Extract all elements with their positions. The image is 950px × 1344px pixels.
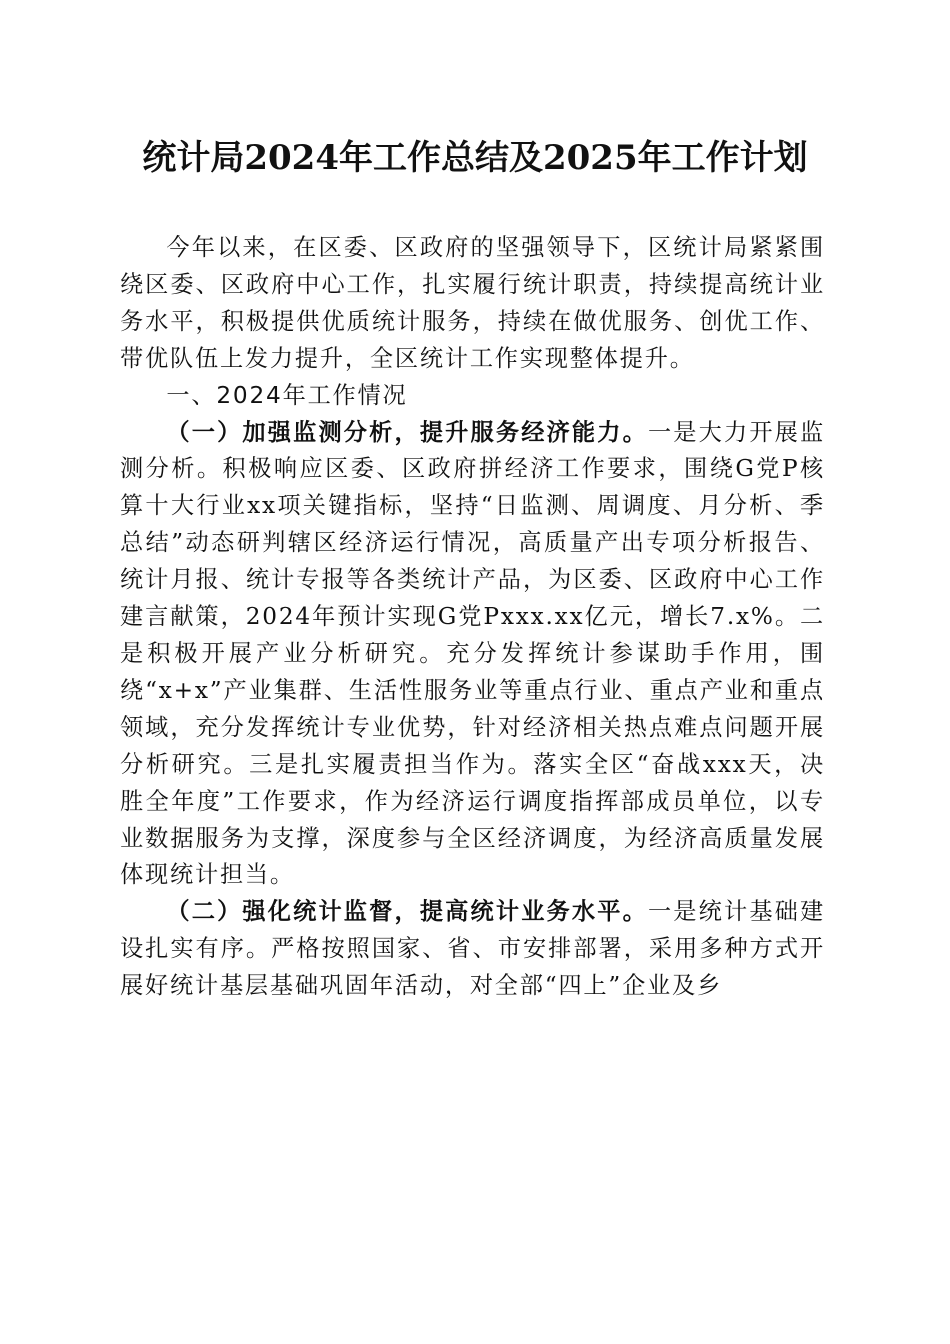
document-title: 统计局2024年工作总结及2025年工作计划 [142, 138, 808, 178]
subsection-1-paragraph [120, 415, 825, 895]
subsection-2-paragraph [120, 894, 825, 1005]
intro-paragraph: 今年以来，在区委、区政府的坚强领导下，区统计局紧紧围绕区委、区政府中心工作，扎实履行统计职责，持续提高统计业务水平，积极提供优质统计服务，持续在做优服务、创优工作、带优队伍上发力提升，全区统计工作实现整体提升。 [120, 234, 825, 372]
section-heading-2024-work: 一、2024年工作情况 [166, 381, 408, 409]
subsection-1-text: 一是大力开展监测分析。积极响应区委、区政府拼经济工作要求，围绕G党P核算十大行业xx项关键指标，坚持“日监测、周调度、月分析、季总结”动态研判辖区经济运行情况，高质量产出专项分析报告、统计月报、统计专报等各类统计产品，为区委、区政府中心工作建言献策，2024年预计实现G党Pxxx.xx亿元，增长7.x%。二是积极开展产业分析研究。充分发挥统计参谋助手作用，围绕“x+x”产业集群、生活性服务业等重点行业、重点产业和重点领域，充分发挥统计专业优势，针对经济相关热点难点问题开展分析研究。三是扎实履责担当作为。落实全区“奋战xxx天，决胜全年度”工作要求，作为经济运行调度指挥部成员单位，以专业数据服务为支撑，深度参与全区经济调度，为经济高质量发展体现统计担当。 [120, 418, 825, 889]
document-body [120, 230, 825, 1005]
subsection-1-lead: （一）加强监测分析，提升服务经济能力。 [166, 418, 648, 446]
subsection-2-text: 一是统计基础建设扎实有序。严格按照国家、省、市安排部署，采用多种方式开展好统计基层基础巩固年活动，对全部“四上”企业及乡 [120, 898, 825, 1000]
subsection-2-lead: （二）强化统计监督，提高统计业务水平。 [166, 898, 648, 926]
